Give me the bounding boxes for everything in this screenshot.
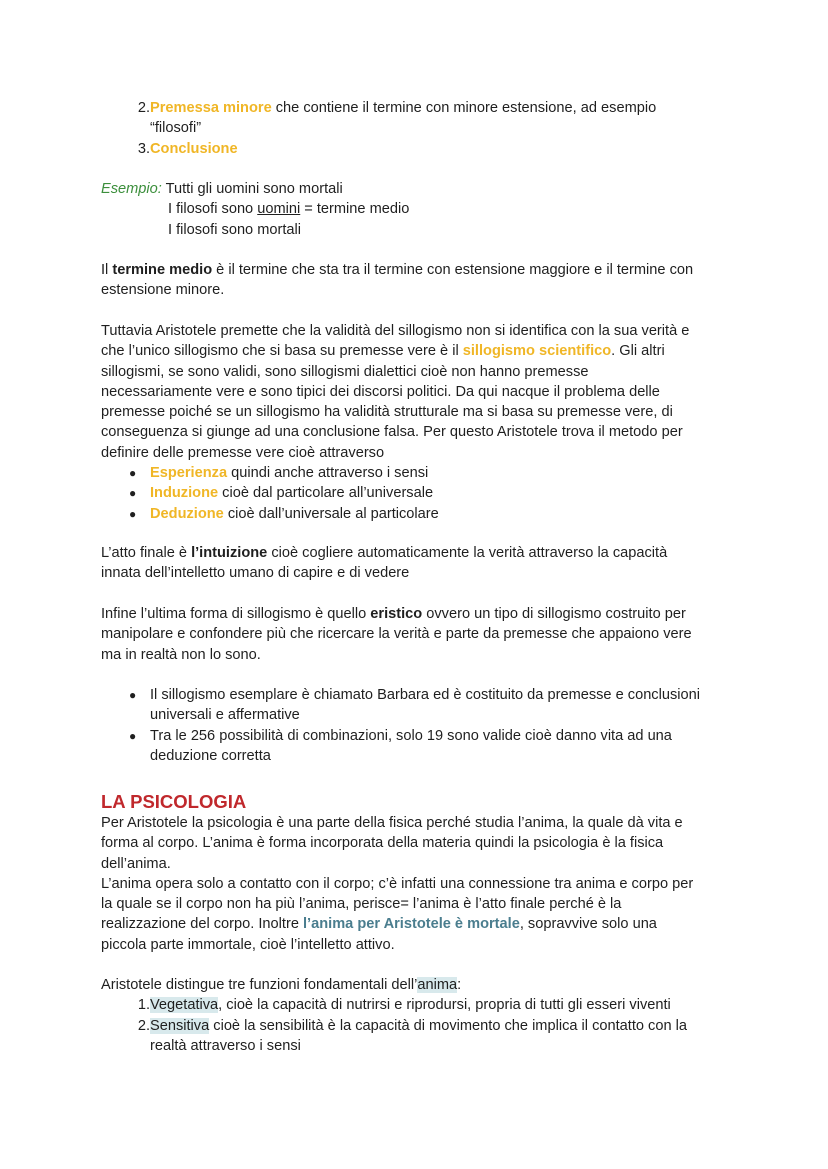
bullet-icon: ● [129,486,137,501]
text: ma in realtà non lo sono. [101,646,261,663]
text: è il termine che sta tra il termine con estensione maggiore e il termine con [212,262,694,278]
text: estensione minore. [101,282,225,299]
bullet-icon: ● [129,506,137,521]
list-item-premessa-minore [101,98,729,139]
text: sillogismi, se sono validi, sono sillogismi dialettici cioè non hanno premesse [101,363,589,380]
text: che l’unico sillogismo che si basa su premesse vere è il [101,343,463,360]
highlighted-word: Vegetativa [150,997,219,1014]
text: conseguenza si giunge ad una conclusione falsa. Per questo Aristotele trova il metodo per [101,424,683,441]
bold-term: l’intuizione [191,545,268,561]
text: , sopravvive solo una [519,916,657,933]
text: Tuttavia Aristotele premette che la validità del sillogismo non si identifica con la sua verità e [101,323,690,339]
example-block [101,179,729,240]
paragraph-eristico [101,604,729,665]
text: Tra le 256 possibilità di combinazioni, solo 19 sono valide cioè danno vita ad una [150,727,672,744]
list-number: 3. [137,140,150,157]
highlighted-word: Sensitiva [150,1017,210,1034]
highlight-term: Premessa minore [150,100,272,116]
funzioni-anima [101,975,729,1056]
example-line: I filosofi sono [168,201,258,218]
list-number: 2. [137,1017,150,1034]
list-text: che contiene il termine con minore estensione, ad esempio [271,100,657,116]
text: Il sillogismo esemplare è chiamato Barbara ed è costituito da premesse e conclusioni [150,687,700,703]
underlined-word: uomini [257,201,301,218]
text: cioè la sensibilità è la capacità di movimento che implica il contatto con la [209,1017,688,1034]
text: piccola parte immortale, cioè l’intelletto attivo. [101,936,395,953]
list-item-conclusione [101,139,729,159]
list-item [101,483,729,503]
list-item-sensitiva [101,1016,729,1057]
text: necessariamente vere e sono tipici dei discorsi politici. Da qui nacque il problema delle [101,383,660,400]
list-item-vegetativa [101,995,729,1015]
text: cioè cogliere automaticamente la verità attraverso la capacità [267,545,668,561]
syllogism-bullet-list [101,685,729,766]
bold-term: termine medio [112,262,213,278]
text: innata dell’intelletto umano di capire e di vedere [101,565,410,582]
list-item [101,726,729,767]
text: cioè dall’universale al particolare [223,505,439,522]
text: la quale se il corpo non ha più l’anima, perisce= l’anima è l’atto finale perché è la [101,896,622,913]
text: Infine l’ultima forma di sillogismo è quello [101,606,371,622]
highlight-term: Conclusione [150,140,238,157]
text: : [457,977,462,993]
premise-list [101,98,729,159]
text: realizzazione del corpo. Inoltre [101,916,303,933]
text: forma al corpo. L’anima è forma incorporata della materia quindi la psicologia è la fisica [101,835,664,852]
list-item [101,685,729,726]
paragraph-tuttavia [101,321,729,463]
example-label: Esempio: [101,181,162,197]
text: L’anima opera solo a contatto con il corpo; c’è infatti una connessione tra anima e corpo per [101,875,694,892]
text: L’atto finale è [101,545,192,561]
method-bullet-list [101,463,729,524]
text: dell’anima. [101,855,171,872]
list-item [101,504,729,524]
highlight-term: Esperienza [150,465,228,481]
text: Aristotele distingue tre funzioni fondamentali dell’ [101,977,418,993]
text: quindi anche attraverso i sensi [227,465,429,481]
text: cioè dal particolare all’universale [218,485,434,502]
text: ovvero un tipo di sillogismo costruito per [422,606,686,622]
highlight-term: Induzione [150,485,219,502]
text: universali e affermative [150,707,300,724]
paragraph-termine-medio [101,260,729,301]
section-heading: LA PSICOLOGIA [101,791,247,812]
text: deduzione corretta [150,747,271,764]
list-item [101,463,729,483]
text: manipolare e confondere più che ricercare la verità e parte da premesse che appaiono vere [101,626,692,643]
text: Per Aristotele la psicologia è una parte della fisica perché studia l’anima, la quale dà vita e [101,815,683,831]
text: , cioè la capacità di nutrirsi e riprodursi, propria di tutti gli esseri viventi [218,997,671,1014]
example-line: I filosofi sono mortali [168,221,302,238]
bullet-icon: ● [129,688,137,702]
section-psicologia [101,791,729,955]
text: realtà attraverso i sensi [150,1037,301,1054]
text: . Gli altri [611,343,665,360]
bullet-icon: ● [129,466,137,480]
example-line: Tutti gli uomini sono mortali [165,181,343,197]
paragraph-atto-finale [101,543,729,584]
list-number: 2. [137,100,150,116]
text: Il [101,262,113,278]
list-text-cont: “filosofi” [150,120,202,137]
example-line: = termine medio [300,201,410,218]
highlight-term: Deduzione [150,505,224,522]
list-number: 1. [137,997,150,1014]
bold-term: eristico [370,606,423,622]
text: definire delle premesse vere cioè attraverso [101,444,385,461]
highlight-term: sillogismo scientifico [462,343,612,360]
highlight-term: l’anima per Aristotele è mortale [303,916,520,933]
highlighted-word: anima [417,977,458,993]
text: premesse poiché se un sillogismo ha validità strutturale ma si basa su premesse vere, di [101,404,673,421]
bullet-icon: ● [129,728,137,743]
